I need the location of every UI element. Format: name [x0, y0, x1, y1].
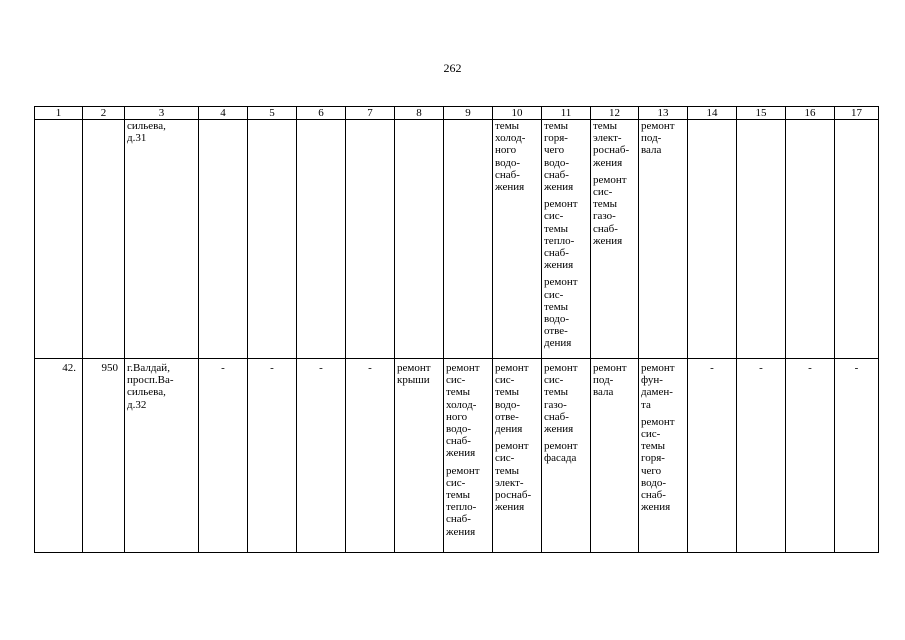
- cell-col14: -: [688, 359, 737, 553]
- cell-col12: [591, 120, 639, 359]
- header-cell: 3: [125, 107, 199, 120]
- work-item: ремонт сис- темы газо- снаб- жения: [544, 362, 578, 436]
- cell-col6: -: [297, 359, 346, 553]
- cell-col13: [639, 359, 688, 553]
- header-cell: 4: [199, 107, 248, 120]
- cell-col17: [835, 120, 879, 359]
- work-item: ремонт под- вала: [593, 362, 627, 399]
- cell-col14: [688, 120, 737, 359]
- cell-number: 42.: [35, 359, 83, 553]
- header-cell: 8: [395, 107, 444, 120]
- cell-col10: [493, 120, 542, 359]
- cell-col6: [297, 120, 346, 359]
- work-item: ремонт сис- темы газо- снаб- жения: [593, 173, 627, 247]
- cell-col5: [248, 120, 297, 359]
- header-cell: 5: [248, 107, 297, 120]
- cell-col10: [493, 359, 542, 553]
- header-cell: 15: [737, 107, 786, 120]
- header-row: [35, 107, 879, 120]
- cell-value: [83, 120, 125, 359]
- cell-col4: -: [199, 359, 248, 553]
- address-text: сильева, д.31: [127, 120, 166, 145]
- cell-col8: [395, 359, 444, 553]
- table-row-continued: [35, 120, 879, 359]
- address-text: г.Валдай, просп.Ва- сильева, д.32: [127, 362, 174, 411]
- table-row-42: [35, 359, 879, 553]
- header-cell: 14: [688, 107, 737, 120]
- cell-col4: [199, 120, 248, 359]
- works-table: [34, 106, 879, 553]
- cell-col15: -: [737, 359, 786, 553]
- cell-col7: [346, 120, 395, 359]
- cell-col16: [786, 120, 835, 359]
- cell-address: [125, 359, 199, 553]
- page-number: 262: [443, 61, 462, 75]
- work-item: ремонт фун- дамен- та: [641, 362, 675, 411]
- cell-col8: [395, 120, 444, 359]
- cell-col11: [542, 359, 591, 553]
- header-cell: 1: [35, 107, 83, 120]
- header-cell: 2: [83, 107, 125, 120]
- cell-col13: [639, 120, 688, 359]
- work-item: ремонт сис- темы тепло- снаб- жения: [446, 464, 480, 538]
- header-cell: 12: [591, 107, 639, 120]
- cell-col9: [444, 120, 493, 359]
- header-cell: 13: [639, 107, 688, 120]
- cell-number: [35, 120, 83, 359]
- work-item: ремонт сис- темы водо- отве- дения: [495, 362, 529, 436]
- work-item: темы горя- чего водо- снаб- жения: [544, 120, 574, 194]
- cell-col7: -: [346, 359, 395, 553]
- header-cell: 6: [297, 107, 346, 120]
- work-item: ремонт сис- темы водо- отве- дения: [544, 276, 578, 350]
- header-cell: 16: [786, 107, 835, 120]
- cell-col11: [542, 120, 591, 359]
- cell-address: [125, 120, 199, 359]
- cell-col12: [591, 359, 639, 553]
- cell-col16: -: [786, 359, 835, 553]
- work-item: ремонт сис- темы тепло- снаб- жения: [544, 198, 578, 272]
- cell-col5: -: [248, 359, 297, 553]
- cell-value: 950: [83, 359, 125, 553]
- cell-col9: [444, 359, 493, 553]
- header-cell: 17: [835, 107, 879, 120]
- header-cell: 7: [346, 107, 395, 120]
- header-cell: 11: [542, 107, 591, 120]
- work-item: ремонт сис- темы горя- чего водо- снаб- жения: [641, 415, 675, 514]
- work-item: ремонт сис- темы холод- ного водо- снаб- жения: [446, 362, 480, 460]
- cell-col15: [737, 120, 786, 359]
- header-cell: 10: [493, 107, 542, 120]
- work-item: темы холод- ного водо- снаб- жения: [495, 120, 526, 194]
- work-item: ремонт сис- темы элект- роснаб- жения: [495, 440, 532, 514]
- cell-col17: -: [835, 359, 879, 553]
- work-item: темы элект- роснаб- жения: [593, 120, 630, 169]
- work-item: ремонт крыши: [397, 362, 431, 387]
- work-item: ремонт под- вала: [641, 120, 675, 157]
- header-cell: 9: [444, 107, 493, 120]
- work-item: ремонт фасада: [544, 440, 578, 465]
